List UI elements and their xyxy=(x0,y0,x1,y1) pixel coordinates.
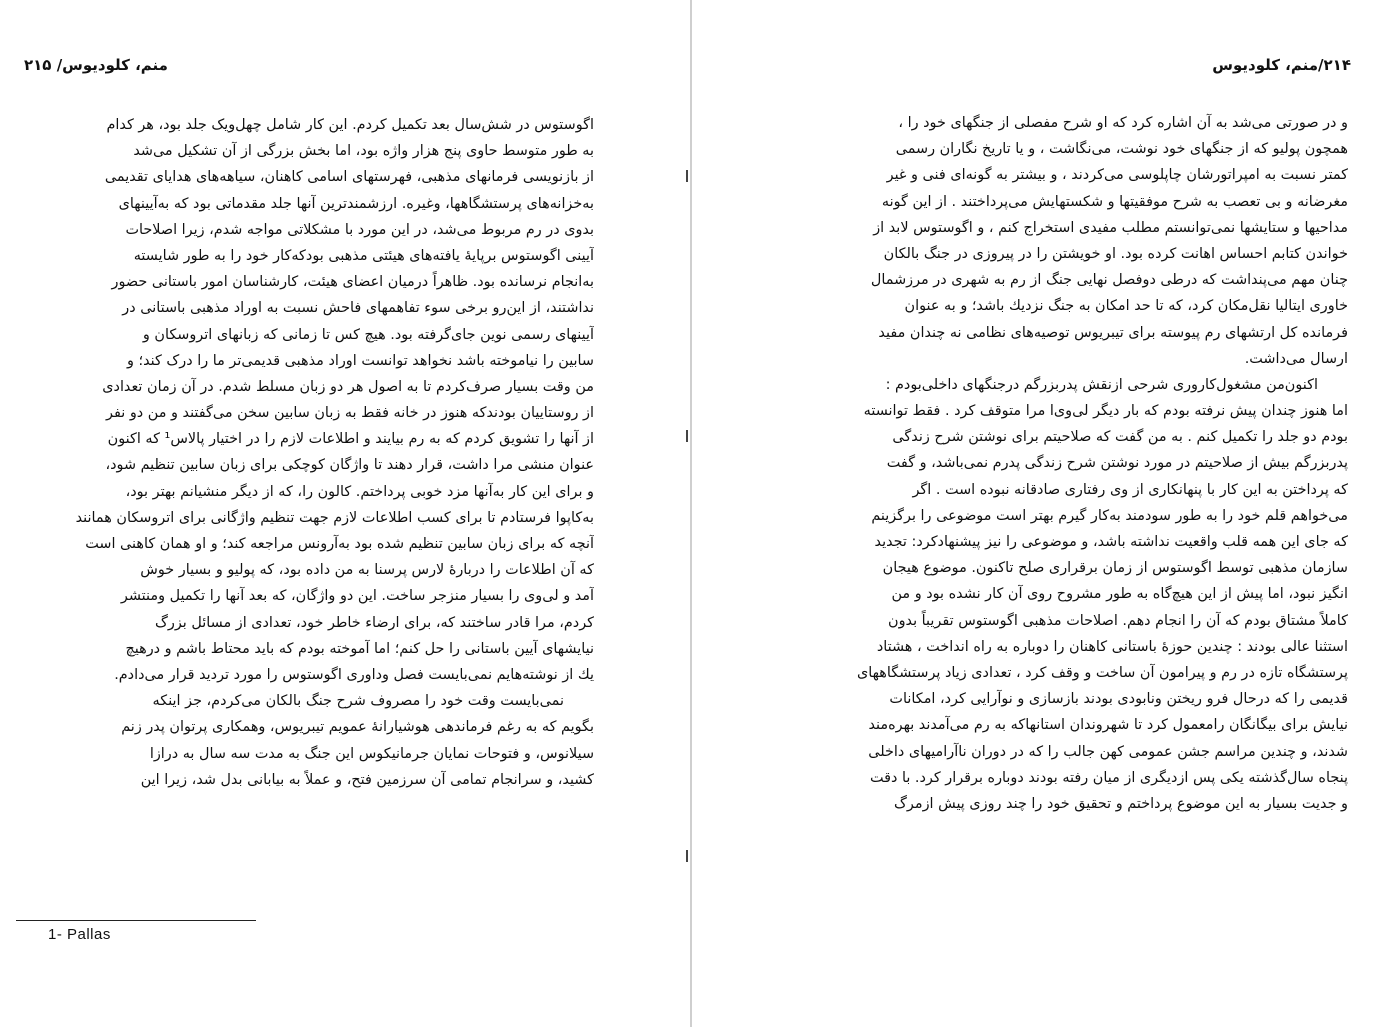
text-line: که پرداختن به این کار با پنهانکاری از وی رفتاری صادقانه نبوده است . اگر xyxy=(912,481,1348,498)
right-page xyxy=(692,0,1383,1027)
text-line: نیایش برای بیگانگان رامعمول کرد تا شهروندان استانهاکه به رم می‌آمدند بهره‌مند xyxy=(868,717,1348,734)
text-line: آیینهای رسمی نوین جای‌گرفته بود. هیچ کس تا زمانی که زبانهای اتروسکان و xyxy=(142,326,594,343)
left-page xyxy=(0,0,690,1027)
text-line: خواندن کتابم احساس اهانت کرده بود. او خویشتن را در پیروزی در جنگ بالکان xyxy=(883,245,1348,262)
text-line: به‌خزانه‌های پرستشگاهها، وغیره. ارزشمندترین آنها جلد مقدماتی بود که به‌آیینهای xyxy=(118,195,594,212)
text-line: اگوستوس در شش‌سال بعد تکمیل کردم. این کار شامل چهل‌ویک جلد بود، هر کدام xyxy=(106,117,594,133)
text-line: من وقت بسیار صرف‌کردم تا به اصول هر دو زبان مسلط شدم. در آن زمان تعدادی xyxy=(102,378,594,395)
text-line: سابین را نیاموخته باشد نخواهد توانست اوراد مذهبی قدیمی‌تر ما را درک کند؛ و xyxy=(126,352,594,369)
text-line: که آن اطلاعات را دربارهٔ لارس پرسنا به من داده بود، که پولیو و بسیار خوش xyxy=(140,562,594,579)
text-line: فرمانده کل ارتشهای رم پیوسته برای تیبریوس توصیه‌های نظامی نه چندان مفید xyxy=(878,324,1348,341)
text-line: شدند، و چندین مراسم جشن عمومی کهن جالب را که در دوران ناآرامیهای داخلی xyxy=(868,743,1348,760)
text-line: به‌کاپوا فرستادم تا برای کسب اطلاعات لازم جهت تنظیم واژگانی برای اتروسکان همانند xyxy=(75,509,594,526)
text-line: سیلانوس، و فتوحات نمایان جرمانیکوس این جنگ به مدت سه سال به درازا xyxy=(149,745,594,762)
text-line: عنوان منشی مرا داشت، قرار دهند تا واژگان کوچکی برای زبان سابین تنظیم شود، xyxy=(105,457,594,474)
text-line: سازمان مذهبی توسط اگوستوس از زمان برقراری صلح تاکنون. موضوع هیجان xyxy=(882,560,1348,577)
text-line: اما هنوز چندان پیش نرفته بودم که بار دیگر لی‌وی‌ا مرا متوقف کرد . فقط توانسته xyxy=(863,403,1348,420)
text-line: اکنون‌من مشغول‌کاروری شرحی ازنقش پدربزرگم درجنگهای داخلی‌بودم : xyxy=(885,376,1318,393)
margin-mark xyxy=(686,850,688,862)
text-line: چنان مهم می‌پنداشت که درطی دوفصل نهایی جنگ از رم به شهری در مرزشمال xyxy=(870,272,1348,289)
running-head-left: منم، کلودیوس/ ۲۱۵ xyxy=(24,56,168,74)
text-line: نیایشهای آیین باستانی را حل کنم؛ اما آموخته بودم که باید محتاط باشم و درهیچ xyxy=(125,640,594,657)
left-page-text xyxy=(18,112,594,793)
text-line: که جای این همه قلب واقعیت نداشته باشد، و موضوعی را نیز پیشنهادکرد: تجدید xyxy=(874,534,1348,550)
right-page-text xyxy=(792,110,1348,817)
text-line: پنجاه سال‌گذشته یکی پس ازدیگری از میان رفته بودند دوباره برقرار کرد. با دقت xyxy=(869,769,1348,786)
text-line: نمی‌بایست وقت خود را مصروف شرح جنگ بالکان می‌کردم، جز اینکه xyxy=(152,693,564,710)
text-line: کمتر نسبت به امپراتورشان چاپلوسی می‌کردند ، و بیشتر به گونه‌ای فنی و غیر xyxy=(886,167,1348,184)
text-line: و در صورتی می‌شد به آن اشاره کرد که او شرح مفصلی از جنگهای خود را ، xyxy=(898,115,1348,131)
footnote-rule xyxy=(16,920,256,921)
text-line: کردم، مرا قادر ساختند که، برای ارضاء خاطر خود، تعدادی از مسائل بزرگ xyxy=(154,614,594,631)
text-line: کاملاً مشتاق بودم که آن را انجام دهم. اصلاحات مذهبی اگوستوس تقریباً بدون xyxy=(888,612,1348,629)
text-line: پرستشگاه تازه در رم و پیرامون آن ساخت و وقف کرد ، تعدادی زیاد پرستشگاههای xyxy=(857,664,1348,681)
text-line: به‌انجام نرسانده بود. ظاهراً درمیان اعضای هیئت، کارشناسان امور باستانی حضور xyxy=(111,274,594,291)
text-line: از بازنویسی فرمانهای مذهبی، فهرستهای اسامی کاهنان، سیاهه‌های هدایای تقدیمی xyxy=(104,169,594,186)
text-line: آمد و لی‌وی را بسیار منزجر ساخت. این دو واژگان، که بعد آنها را تکمیل ومنتشر xyxy=(120,588,594,605)
text-line: آنچه که برای زبان سابین تنظیم شده بود به‌آرونس مراجعه کند؛ و او همان کاهنی است xyxy=(85,536,594,552)
text-line: مداحیها و ستایشها نمی‌توانستم مطلب مفیدی استخراج کنم ، و اگوستوس لابد از xyxy=(873,219,1348,236)
text-line: و برای این کار به‌آنها مزد خوبی پرداختم. کالون را، که از دیگر منشیانم بهتر بود، xyxy=(125,483,594,500)
text-line: نداشتند، از این‌رو برخی سوء تفاهمهای فاحش نسبت به اوراد مذهبی باستانی در xyxy=(122,300,594,317)
footnote: 1- Pallas xyxy=(48,926,111,943)
text-line: استثنا عالی بودند : چندین حوزهٔ باستانی کاهنان را دوباره به راه انداخت ، هشتاد xyxy=(876,638,1348,655)
text-line: از روستاییان بودندکه هنوز در خانه فقط به زبان سابین سخن می‌گفتند و من دو نفر xyxy=(106,405,594,422)
text-line: خاوری ایتالیا نقل‌مکان کرد، که تا حد امکان به جنگ نزدیك باشد؛ و به عنوان xyxy=(904,298,1348,315)
text-line: قدیمی را که درحال فرو ریختن ونابودی بودند بازسازی و نوآرایی کرد، امکانات xyxy=(889,691,1348,708)
text-line: به طور متوسط حاوی پنج هزار واژه بود، اما بخش بزرگی از آن تشکیل می‌شد xyxy=(133,143,594,160)
text-line: مغرضانه و بی تعصب به شرح موفقیتها و شکستهایش می‌پرداختند . از این گونه xyxy=(881,193,1348,210)
text-line: بدوی در رم مربوط می‌شد، در این مورد با مشکلاتی مواجه شدم، زیرا اصلاحات xyxy=(125,221,594,238)
text-line: یك از نوشته‌هایم نمی‌بایست فصل وداوری اگوستوس را مورد تردید قرار می‌دادم. xyxy=(114,666,594,683)
text-line: همچون پولیو که از جنگهای خود نوشت، می‌نگاشت ، و یا تاریخ نگاران رسمی xyxy=(895,141,1348,158)
text-line: می‌خواهم قلم خود را به طور سودمند به‌کار گیرم بهتر است موضوعی را برگزینم xyxy=(871,507,1348,524)
margin-mark xyxy=(686,430,688,442)
text-line: بودم دو جلد را تکمیل کنم . به من گفت که صلاحیتم برای نوشتن شرح زندگی xyxy=(892,429,1348,446)
running-head-right: ۲۱۴/منم، کلودیوس xyxy=(1212,56,1351,74)
text-line: پدربزرگم بیش از صلاحیتم در مورد نوشتن شرح زندگی پدرم نمی‌باشد، و گفت xyxy=(886,455,1348,472)
text-line: کشید، و سرانجام تمامی آن سرزمین فتح، و عملاً به بیابانی بدل شد، زیرا این xyxy=(140,771,594,788)
text-line: آیینی اگوستوس برپایهٔ یافته‌های هیئتی مذهبی بودکه‌کار خود را به طور شایسته xyxy=(133,247,594,264)
text-line: بگویم که به رغم فرماندهی هوشیارانهٔ عمویم تیبریوس، وهمکاری پرتوان پدر زنم xyxy=(121,719,594,736)
text-line: ارسال می‌داشت. xyxy=(1244,350,1348,367)
text-line: انگیز نبود، اما پیش از این هیچ‌گاه به طور مشروح روی آن کار نشده بود و من xyxy=(891,586,1348,603)
text-line: و جدیت بسیار به این موضوع پرداختم و تحقیق خود را چند روزی پیش ازمرگ xyxy=(894,795,1348,812)
text-line: از آنها را تشویق کردم که به رم بیایند و اطلاعات لازم را در اختیار پالاس¹ که اکنون xyxy=(107,431,594,448)
margin-mark xyxy=(686,170,688,182)
